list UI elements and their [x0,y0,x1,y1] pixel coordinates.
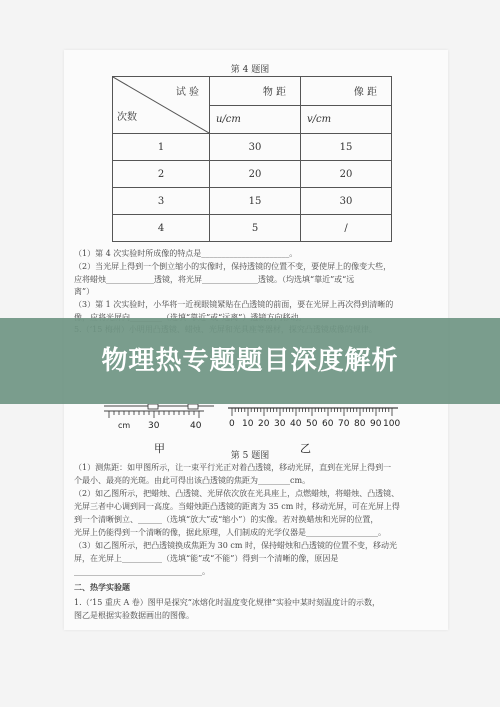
title-banner [0,318,500,404]
figure-5-caption: 第 5 题图 [230,451,270,461]
lens-holder [148,404,158,409]
table-corner-header [113,77,210,134]
question-5-line: 到一个清晰倒立、______（选填“放大”或“缩小”）的实像。若对换蜡烛和光屏的位置， [74,515,379,524]
question-4-line: （2）当光屏上得到一个倒立缩小的实像时，保持透镜的位置不变，要使屏上的像变大些， [74,262,392,271]
table-row [113,134,392,161]
question-4-line: 应将蜡烛____________透镜，将光屏______________透镜。（均选填“靠近”或“远 [74,275,355,284]
section-heading: 二、热学实验题 [74,582,130,592]
header-image-distance: 像 距 [301,77,392,106]
bench-tick-label: 0 [229,419,235,429]
object-distance-value: 5 [210,215,301,242]
header-trial: 试 验 [175,87,199,98]
header-object-distance: 物 距 [210,77,301,106]
question-5-line: （3）如乙图所示，把凸透镜换成焦距为 30 cm 时，保持蜡烛和凸透镜的位置不变，移动光 [74,541,397,550]
object-distance-value: 15 [210,188,301,215]
bench-tick-label: 40 [290,419,302,429]
question-4-line: （3）第 1 次实验时，小华将一近视眼镜紧贴在凸透镜的前面，要在光屏上再次得到清晰的 [74,300,394,309]
header-object-unit: u/cm [210,105,301,134]
bench-tick-label: 50 [306,419,318,429]
figure-yi-label: 乙 [300,442,311,455]
row-number: 1 [113,134,210,161]
question-5-line: （2）如乙图所示，把蜡烛、凸透镜、光屏依次放在光具座上，点燃蜡烛，将蜡烛、凸透镜、 [74,489,400,498]
image-distance-value: 15 [301,134,392,161]
question-5-line: 光屏三者中心调到同一高度。当蜡烛距凸透镜的距离为 35 cm 时，移动光屏，可在光屏上得 [74,502,400,511]
bench-tick-label: 90 [370,419,382,429]
image-distance-value: 20 [301,161,392,188]
row-number: 2 [113,161,210,188]
bench-tick-label: 20 [258,419,270,429]
ruler-ticks [109,411,199,418]
question-5-line: ________________________________。 [74,567,210,576]
image-distance-value: / [301,215,392,242]
screen-holder [188,404,198,409]
bench-tick-label: 10 [242,419,254,429]
object-distance-value: 30 [210,134,301,161]
figure-jia-label: 甲 [154,442,165,455]
question-5-line: （1）测焦距：如甲图所示，让一束平行光正对着凸透镜，移动光屏，直到在光屏上得到一 [74,463,392,472]
banner-title: 物理热专题题目深度解析 [101,346,399,376]
heat-question-line: 1.（‘15 重庆 A 卷）图甲是探究“冰熔化时温度变化规律”实验中某时刻温度计的示数， [74,598,380,607]
bench-tick-label: 30 [274,419,286,429]
table-row [113,215,392,242]
experiment-table [112,76,392,242]
ruler-tick-label: 40 [190,421,202,431]
question-4-line: 离”） [74,287,95,296]
header-image-unit: v/cm [301,105,392,134]
row-number: 3 [113,188,210,215]
object-distance-value: 20 [210,161,301,188]
bench-tick-label: 100 [383,419,401,429]
question-5-line: 屏，在光屏上__________（选填“能”或“不能”）得到一个清晰的像，原因是 [74,554,339,563]
question-5-line: 个最小、最亮的光斑。由此可得出该凸透镜的焦距为________cm。 [74,476,311,485]
question-5-line: 光屏上仍能得到一个清晰的像，据此原理，人们制成的光学仪器是__________________。 [74,528,386,537]
row-number: 4 [113,215,210,242]
bench-tick-label: 80 [354,419,366,429]
ruler-unit-label: cm [118,421,131,430]
table-row [113,161,392,188]
optical-bench-ticks [232,408,392,416]
ruler-tick-label: 30 [148,421,160,431]
bench-tick-label: 60 [322,419,334,429]
figure-4-caption: 第 4 题图 [230,65,270,75]
bench-tick-label: 70 [338,419,350,429]
image-distance-value: 30 [301,188,392,215]
table-row [113,188,392,215]
heat-question-line: 图乙是根据实验数据画出的图像。 [74,611,194,620]
question-4-line: （1）第 4 次实验时所成像的特点是______________________。 [74,249,298,258]
header-count: 次数 [117,112,137,123]
